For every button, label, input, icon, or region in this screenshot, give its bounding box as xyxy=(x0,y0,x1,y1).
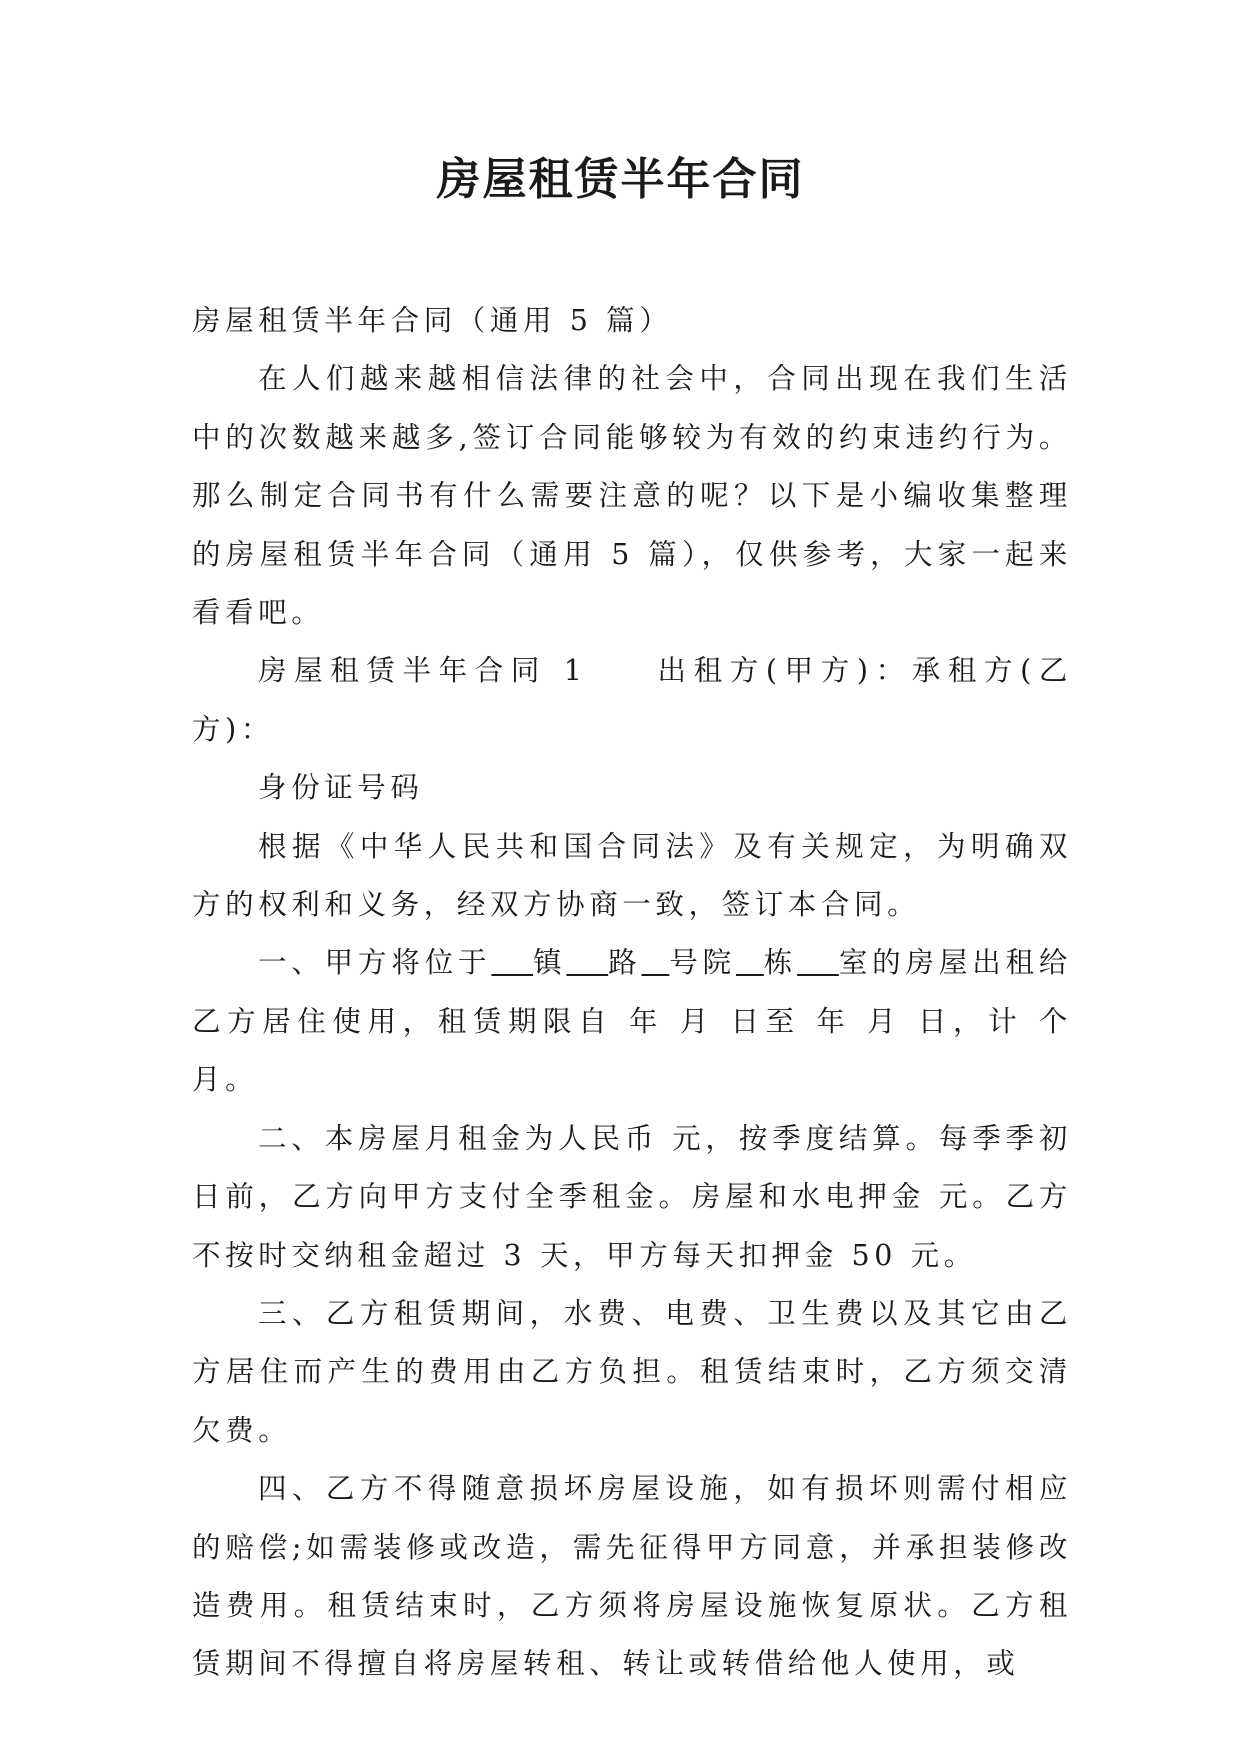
clause-1-text-c: 路 xyxy=(608,946,642,980)
id-number-label: 身份证号码 xyxy=(258,771,424,805)
clause-1-text-f: 室的房屋出租给乙方居住使用，租赁期限自 年 月 日至 年 月 日，计 个月。 xyxy=(192,946,1072,1097)
blank-road xyxy=(566,946,608,979)
blank-town xyxy=(491,946,533,979)
document-title: 房屋租赁半年合同 xyxy=(436,154,805,205)
clause-1-text-e: 栋 xyxy=(763,946,798,980)
contract-1-heading: 房屋租赁半年合同 1 xyxy=(258,654,587,688)
clause-1 xyxy=(192,934,1072,1109)
clause-1-text-d: 号院 xyxy=(669,946,736,980)
blank-building xyxy=(797,946,839,979)
clause-2: 二、本房屋月租金为人民币 元，按季度结算。每季季初日前，乙方向甲方支付全季租金。房屋和水电押金 元。乙方不按时交纳租金超过 3 天，甲方每天扣押金 50 元。 xyxy=(192,1121,1072,1272)
clause-4: 四、乙方不得随意损坏房屋设施，如有损坏则需付相应的赔偿;如需装修或改造，需先征得甲方同意，并承担装修改造费用。租赁结束时，乙方须将房屋设施恢复原状。乙方租赁期间不得擅自将房屋转租、转让或转借给他人使用，或 xyxy=(192,1472,1072,1681)
clause-1-text-a: 一、甲方将位于 xyxy=(258,946,492,980)
basis-paragraph: 根据《中华人民共和国合同法》及有关规定，为明确双方的权利和义务，经双方协商一致，签订本合同。 xyxy=(192,829,1072,922)
clause-1-text-b: 镇 xyxy=(533,946,567,980)
blank-number xyxy=(641,946,669,979)
blank-yard xyxy=(736,946,764,979)
intro-paragraph: 在人们越来越相信法律的社会中，合同出现在我们生活中的次数越来越多,签订合同能够较为有效的约束违约行为。那么制定合同书有什么需要注意的呢？以下是小编收集整理的房屋租赁半年合同（通用 5 篇），仅供参考，大家一起来看看吧。 xyxy=(192,362,1072,630)
document-subtitle: 房屋租赁半年合同（通用 5 篇） xyxy=(192,304,673,337)
contract-1-header xyxy=(192,642,1072,759)
document-body xyxy=(192,292,1072,1694)
contract-1-parties: 出租方(甲方)：承租方(乙方)： xyxy=(192,654,1072,746)
clause-3: 三、乙方租赁期间，水费、电费、卫生费以及其它由乙方居住而产生的费用由乙方负担。租赁结束时，乙方须交清欠费。 xyxy=(192,1296,1072,1447)
